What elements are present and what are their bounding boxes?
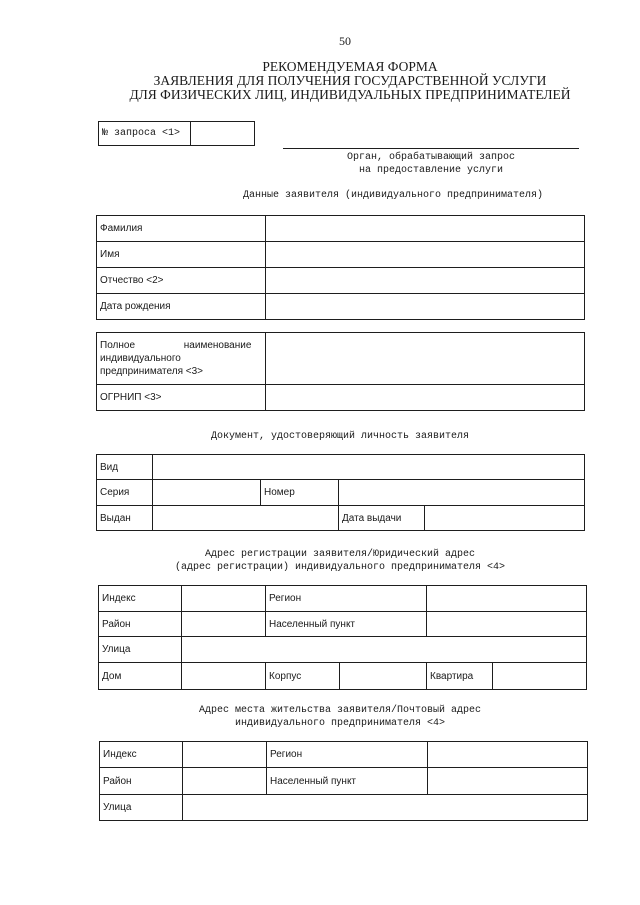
reg-index-field[interactable] xyxy=(182,586,266,612)
ogrnip-field[interactable] xyxy=(266,385,585,411)
res-district-label: Район xyxy=(100,768,183,795)
document-number-label: Номер xyxy=(261,480,339,506)
applicant-caption: Данные заявителя (индивидуального предпринимателя) xyxy=(242,190,544,201)
organ-signature-line xyxy=(283,148,579,149)
reg-apartment-field[interactable] xyxy=(493,663,587,690)
reg-district-field[interactable] xyxy=(182,612,266,637)
registration-address-caption xyxy=(120,548,560,574)
document-series-label: Серия xyxy=(97,480,153,506)
request-number-field[interactable] xyxy=(191,122,255,146)
form-title-line-3: ДЛЯ ФИЗИЧЕСКИХ ЛИЦ, ИНДИВИДУАЛЬНЫХ ПРЕДПРИНИМАТЕЛЕЙ xyxy=(129,87,571,102)
reg-street-field[interactable] xyxy=(182,637,587,663)
patronymic-field[interactable] xyxy=(266,268,585,294)
document-issue-date-label: Дата выдачи xyxy=(339,506,425,531)
birth-date-label: Дата рождения xyxy=(97,294,266,320)
res-region-field[interactable] xyxy=(428,742,588,768)
res-index-field[interactable] xyxy=(183,742,267,768)
reg-settlement-label: Населенный пункт xyxy=(266,612,427,637)
residence-address-caption-line-2: индивидуального предпринимателя <4> xyxy=(234,718,446,729)
reg-house-label: Дом xyxy=(99,663,182,690)
reg-street-label: Улица xyxy=(99,637,182,663)
res-settlement-field[interactable] xyxy=(428,768,588,795)
birth-date-field[interactable] xyxy=(266,294,585,320)
document-series-field[interactable] xyxy=(153,480,261,506)
page-number: 50 xyxy=(339,34,351,48)
name-field[interactable] xyxy=(266,242,585,268)
organ-caption-line-2: на предоставление услуги xyxy=(358,165,504,176)
full-name-label-line-1: Полное наименование xyxy=(100,340,252,351)
surname-label: Фамилия xyxy=(97,216,266,242)
res-settlement-label: Населенный пункт xyxy=(267,768,428,795)
request-number-label: № запроса <1> xyxy=(99,122,191,146)
organ-caption-line-1: Орган, обрабатывающий запрос xyxy=(346,152,516,163)
document-issued-by-label: Выдан xyxy=(97,506,153,531)
document-type-label: Вид xyxy=(97,455,153,480)
residence-address-caption xyxy=(120,704,560,730)
document-type-field[interactable] xyxy=(153,455,585,480)
identity-document-caption: Документ, удостоверяющий личность заявителя xyxy=(210,431,470,442)
reg-house-field[interactable] xyxy=(182,663,266,690)
surname-field[interactable] xyxy=(266,216,585,242)
form-title-line-1: РЕКОМЕНДУЕМАЯ ФОРМА xyxy=(262,59,438,74)
identity-document-table xyxy=(96,454,585,531)
full-name-label xyxy=(97,333,266,385)
res-region-label: Регион xyxy=(267,742,428,768)
reg-district-label: Район xyxy=(99,612,182,637)
request-number-table xyxy=(98,121,255,146)
applicant-table xyxy=(96,215,585,320)
res-index-label: Индекс xyxy=(100,742,183,768)
organ-caption xyxy=(283,151,579,177)
ogrnip-label: ОГРНИП <3> xyxy=(97,385,266,411)
document-number-field[interactable] xyxy=(339,480,585,506)
res-street-label: Улица xyxy=(100,795,183,821)
res-district-field[interactable] xyxy=(183,768,267,795)
full-name-field[interactable] xyxy=(266,333,585,385)
full-name-label-line-3: предпринимателя <3> xyxy=(100,366,204,377)
entrepreneur-table xyxy=(96,332,585,411)
reg-region-field[interactable] xyxy=(427,586,587,612)
reg-settlement-field[interactable] xyxy=(427,612,587,637)
form-title-line-2: ЗАЯВЛЕНИЯ ДЛЯ ПОЛУЧЕНИЯ ГОСУДАРСТВЕННОЙ УСЛУГИ xyxy=(153,73,547,88)
residence-address-table xyxy=(99,741,588,821)
registration-address-caption-line-1: Адрес регистрации заявителя/Юридический адрес xyxy=(204,549,476,560)
form-title xyxy=(90,60,610,102)
document-issued-by-field[interactable] xyxy=(153,506,339,531)
registration-address-table xyxy=(98,585,587,690)
reg-building-field[interactable] xyxy=(340,663,427,690)
reg-index-label: Индекс xyxy=(99,586,182,612)
registration-address-caption-line-2: (адрес регистрации) индивидуального предпринимателя <4> xyxy=(174,562,506,573)
name-label: Имя xyxy=(97,242,266,268)
res-street-field[interactable] xyxy=(183,795,588,821)
reg-building-label: Корпус xyxy=(266,663,340,690)
full-name-label-line-2: индивидуального xyxy=(100,353,181,364)
reg-apartment-label: Квартира xyxy=(427,663,493,690)
patronymic-label: Отчество <2> xyxy=(97,268,266,294)
residence-address-caption-line-1: Адрес места жительства заявителя/Почтовый адрес xyxy=(198,705,482,716)
reg-region-label: Регион xyxy=(266,586,427,612)
document-issue-date-field[interactable] xyxy=(425,506,585,531)
